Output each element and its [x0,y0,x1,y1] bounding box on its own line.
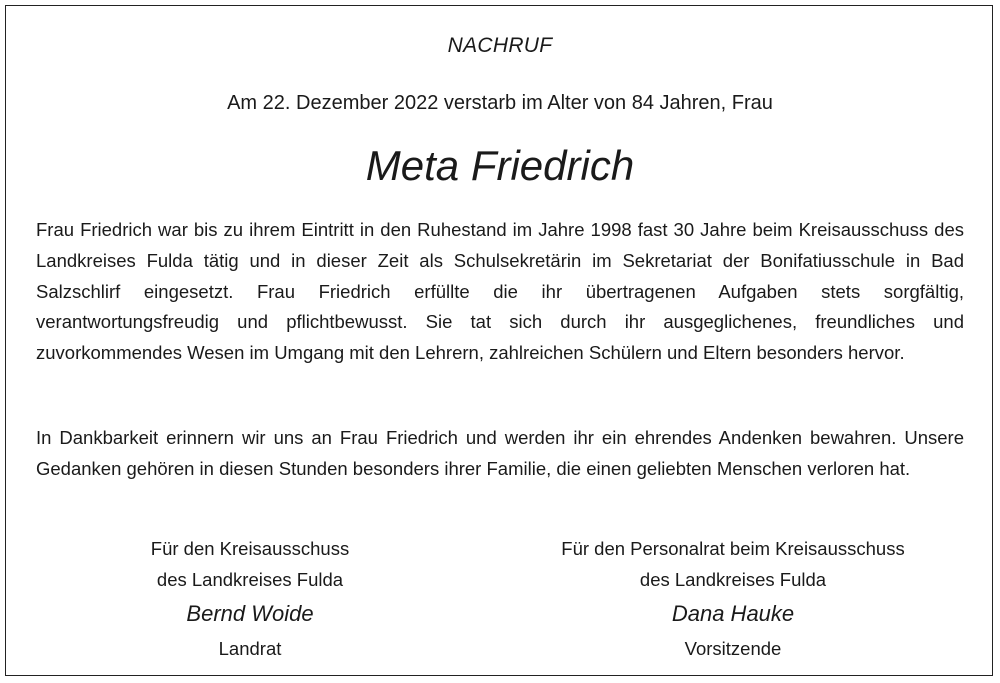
signature-org-line: Für den Kreisausschuss [150,538,350,559]
obituary-heading: NACHRUF [447,34,553,57]
signatory-name: Dana Hauke [671,601,795,626]
signatory-title: Vorsitzende [684,638,782,659]
signature-org-line: des Landkreises Fulda [639,569,827,590]
body-paragraph-tribute: Frau Friedrich war bis zu ihrem Eintritt in den Ruhestand im Jahre 1998 fast 30 Jahre beim Kreisausschuss des Landkreises Fulda tätig und in dieser Zeit als Schulsekretärin im Sekretariat der Bonifatiusschule in Bad Salzschlirf eingesetzt. Frau Friedrich erfüllte die ihr übertragenen Aufgaben stets sorgfältig, verantwortungsfreudig und pflichtbewusst. Sie tat sich durch ihr ausgeglichenes, freundliches und zuvorkommendes Wesen im Umgang mit den Lehrern, zahlreichen Schülern und Eltern besonders hervor. [36,219,964,364]
body-paragraph-remembrance: In Dankbarkeit erinnern wir uns an Frau Friedrich und werden ihr ein ehrendes Andenken bewahren. Unsere Gedanken gehören in diesen Stunden besonders ihrer Familie, die einen geliebten Menschen verloren hat. [36,427,964,479]
signatory-title: Landrat [218,638,282,659]
signature-block-personalrat [493,533,973,664]
signature-block-kreisausschuss [10,533,490,664]
signatory-name: Bernd Woide [186,601,314,626]
intro-line: Am 22. Dezember 2022 verstarb im Alter von 84 Jahren, Frau [227,92,773,114]
deceased-name: Meta Friedrich [365,142,635,189]
signature-org-line: Für den Personalrat beim Kreisausschuss [561,538,905,559]
signature-org-line: des Landkreises Fulda [156,569,344,590]
